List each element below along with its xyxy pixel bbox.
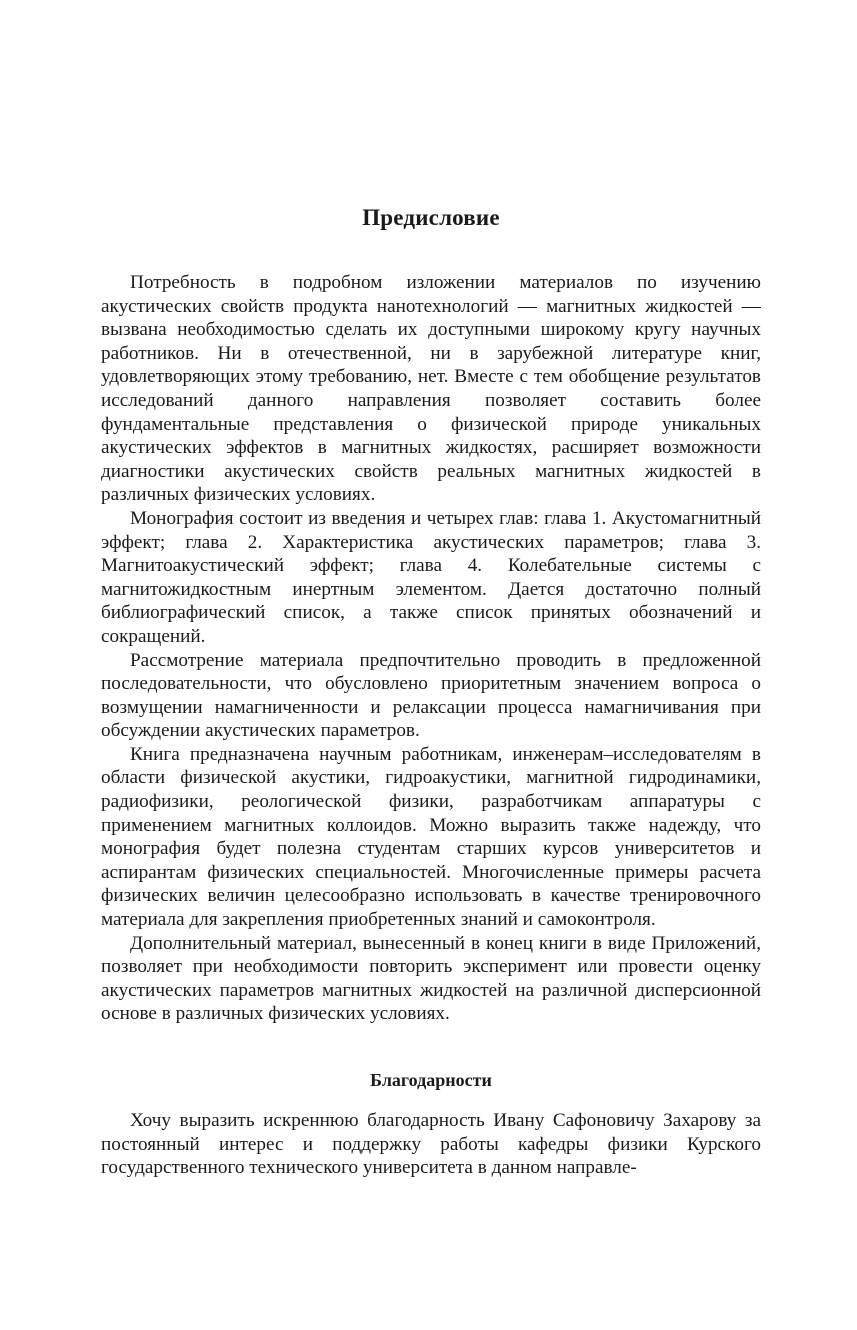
preface-paragraph: Дополнительный материал, вынесенный в конец книги в виде Приложений, позволяет при необходимости повторить эксперимент или провести оценку акустических параметров магнитных жидкостей на различной дисперсионной основе в различных физических условиях. xyxy=(101,932,761,1025)
preface-body xyxy=(101,271,761,1026)
acknowledgements-title: Благодарности xyxy=(370,1070,492,1090)
acknowledgements-body xyxy=(101,1109,761,1180)
preface-paragraph: Монография состоит из введения и четырех глав: глава 1. Акустомагнитный эффект; глава 2. Характеристика акустических параметров; глава 3. Магнитоакустический эффект; глава 4. Колебательные системы с магнитожидкостным инертным элементом. Дается достаточно полный библиографический список, а также список принятых обозначений и сокращений. xyxy=(101,507,761,647)
acknowledgements-paragraph: Хочу выразить искреннюю благодарность Ивану Сафоновичу Захарову за постоянный интерес и поддержку работы кафедры физики Курского государственного технического университета в данном направле- xyxy=(101,1110,761,1179)
preface-title: Предисловие xyxy=(362,205,500,230)
preface-paragraph: Книга предназначена научным работникам, инженерам–исследователям в области физической акустики, гидроакустики, магнитной гидродинамики, радиофизики, реологической физики, разработчикам аппаратуры с применением магнитных коллоидов. Можно выразить также надежду, что монография будет полезна студентам старших курсов университетов и аспирантам физических специальностей. Многочисленные примеры расчета физических величин целесообразно использовать в качестве тренировочного материала для закрепления приобретенных знаний и самоконтроля. xyxy=(101,743,761,931)
preface-paragraph: Рассмотрение материала предпочтительно проводить в предложенной последовательности, что обусловлено приоритетным значением вопроса о возмущении намагниченности и релаксации процесса намагничивания при обсуждении акустических параметров. xyxy=(101,649,761,742)
preface-paragraph: Потребность в подробном изложении материалов по изучению акустических свойств продукта нанотехнологий — магнитных жидкостей — вызвана необходимостью сделать их доступными широкому кругу научных работников. Ни в отечественной, ни в зарубежной литературе книг, удовлетворяющих этому требованию, нет. Вместе с тем обобщение результатов исследований данного направления позволяет составить более фундаментальные представления о физической природе уникальных акустических эффектов в магнитных жидкостях, расширяет возможности диагностики акустических свойств реальных магнитных жидкостей в различных физических условиях. xyxy=(101,272,761,506)
